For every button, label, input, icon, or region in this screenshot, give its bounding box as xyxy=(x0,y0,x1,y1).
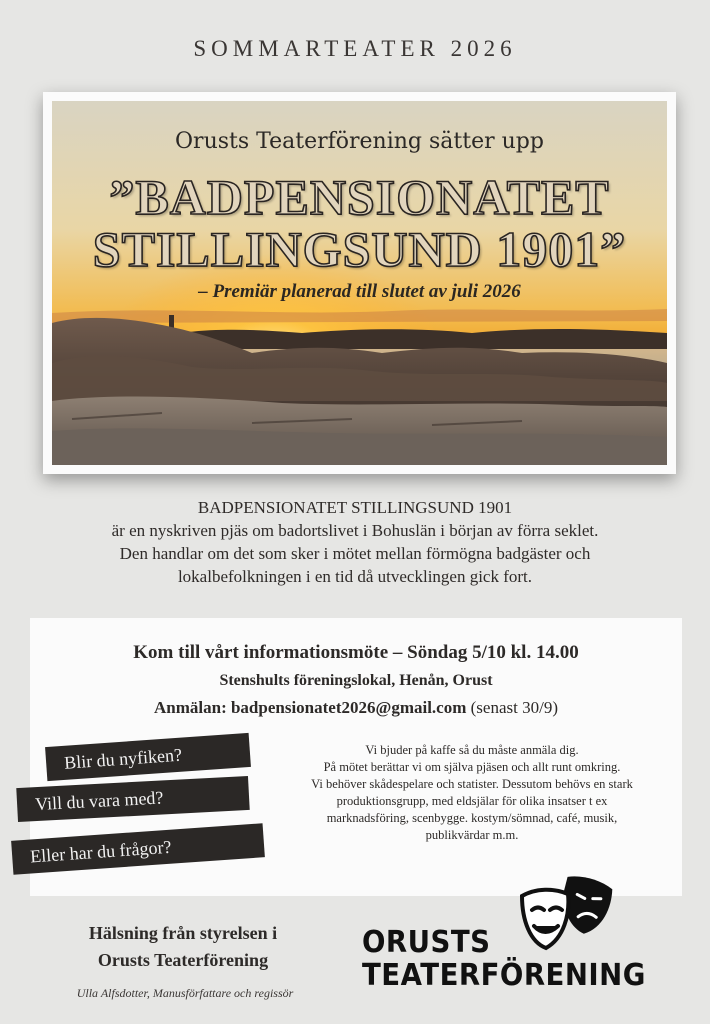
details-line2: På mötet berättar vi om själva pjäsen och allt runt omkring. xyxy=(323,760,621,774)
description-line2: är en nyskriven pjäs om badortslivet i Bohuslän i början av förra seklet. xyxy=(111,521,599,540)
play-title-line1: ”BADPENSIONATET xyxy=(109,169,610,225)
details-line5: marknadsföring, scenbygge. kostym/sömnad, café, musik, xyxy=(326,811,618,825)
author-credit: Ulla Alfsdotter, Manusförfattare och regissör xyxy=(76,986,294,1000)
poster-photo-frame xyxy=(43,92,676,474)
tag-curious: Blir du nyfiken? xyxy=(45,733,251,781)
tag-join: Vill du vara med? xyxy=(16,776,249,822)
meeting-signup xyxy=(30,698,682,718)
meeting-details xyxy=(292,742,652,844)
details-line6: publikvärdar m.m. xyxy=(425,828,519,842)
logo-line1: ORUSTS xyxy=(362,925,491,960)
description-line1: BADPENSIONATET STILLINGSUND 1901 xyxy=(197,498,513,517)
description-line4: lokalbefolkningen i en tid då utvecklingen gick fort. xyxy=(177,567,533,586)
details-line3: Vi behöver skådespelare och statister. Dessutom behövs en stark xyxy=(311,777,633,791)
play-title xyxy=(52,171,667,275)
details-line1: Vi bjuder på kaffe så du måste anmäla dig. xyxy=(365,743,579,757)
play-description xyxy=(0,496,710,588)
signup-deadline: (senast 30/9) xyxy=(470,698,558,717)
details-line4: produktionsgrupp, med eldsjälar för olika insatser t ex xyxy=(336,794,608,808)
premiere-text: – Premiär planerad till slutet av juli 2026 xyxy=(198,281,521,302)
poster-subtitle: Orusts Teaterförening sätter upp xyxy=(175,129,544,154)
signup-email[interactable]: Anmälan: badpensionatet2026@gmail.com xyxy=(154,698,467,717)
logo-line2: TEATERFÖRENING xyxy=(362,958,646,993)
greeting-line2: Orusts Teaterförening xyxy=(97,950,269,970)
tag-questions: Eller har du frågor? xyxy=(11,823,265,874)
logo-wordmark xyxy=(362,925,646,993)
theatre-logo xyxy=(362,870,662,1010)
play-title-line2: STILLINGSUND 1901” xyxy=(92,221,627,277)
greeting-line1: Hälsning från styrelsen i xyxy=(88,923,278,943)
sunset-photo xyxy=(52,101,667,465)
board-greeting xyxy=(58,920,308,974)
meeting-place: Stenshults föreningslokal, Henån, Orust xyxy=(219,672,493,689)
page-heading: SOMMARTEATER 2026 xyxy=(193,36,517,61)
meeting-title: Kom till vårt informationsmöte – Söndag 5/10 kl. 14.00 xyxy=(133,642,579,663)
description-line3: Den handlar om det som sker i mötet mellan förmögna badgäster och xyxy=(119,544,591,563)
